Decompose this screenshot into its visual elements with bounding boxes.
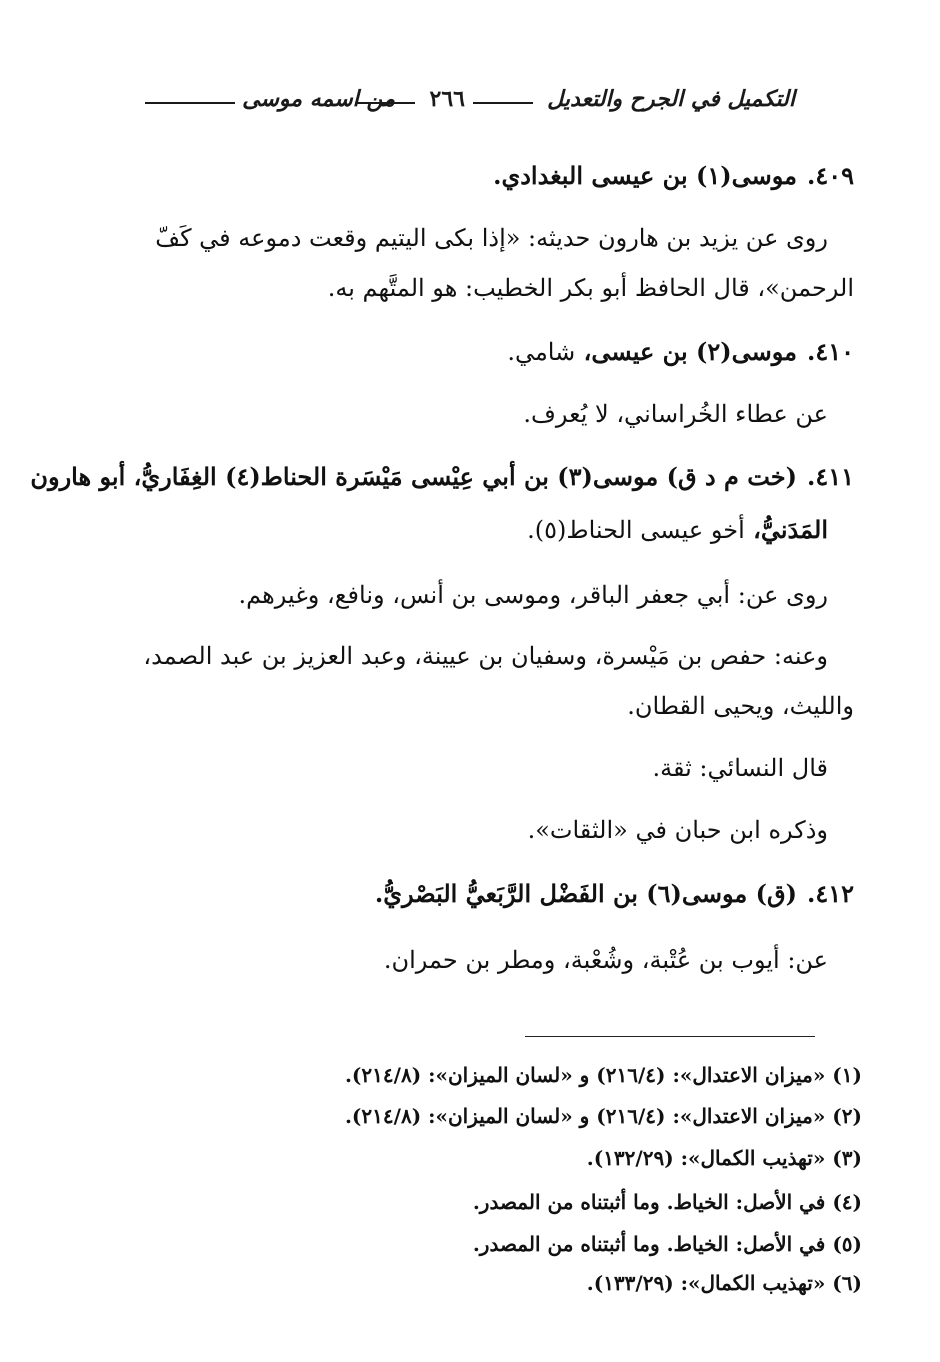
footnote: (٢) «ميزان الاعتدال»: (٢١٦/٤) و «لسان الميزان»: (٢١٤/٨).: [344, 1104, 862, 1128]
entry-number: ٤١٠.: [806, 337, 854, 366]
entry-heading: [82, 332, 854, 372]
entry-heading: [30, 457, 854, 497]
entry-text-line: روى عن: أبي جعفر الباقر، وموسى بن أنس، ونافع، وغيرهم.: [238, 581, 828, 609]
entry-heading: [82, 874, 854, 914]
entry-text-line: الرحمن»، قال الحافظ أبو بكر الخطيب: هو المتَّهم به.: [327, 274, 854, 302]
entry-name: المَدَنيُّ،: [753, 515, 828, 544]
entry-name: موسى(١) بن عيسى البغدادي.: [493, 161, 797, 190]
header-rule: [473, 102, 533, 104]
running-header: [145, 86, 795, 126]
footnote: (٣) «تهذيب الكمال»: (١٣٢/٢٩).: [586, 1146, 862, 1170]
footnote: (١) «ميزان الاعتدال»: (٢١٦/٤) و «لسان الميزان»: (٢١٤/٨).: [344, 1063, 862, 1087]
entry-name: (خت م د ق) موسى(٣) بن أبي عِيْسى مَيْسَرة الحناط(٤) الغِفَاريُّ، أبو هارون: [30, 462, 797, 491]
header-rule: [145, 102, 235, 104]
section-title: من اسمه موسى: [242, 86, 395, 112]
footnote: (٦) «تهذيب الكمال»: (١٣٣/٢٩).: [586, 1271, 862, 1295]
footnote-separator: [525, 1036, 815, 1037]
footnote: (٥) في الأصل: الخياط. وما أثبتناه من المصدر.: [472, 1232, 862, 1256]
entry-text-line: قال النسائي: ثقة.: [652, 754, 828, 782]
entry-number: ٤١٢.: [806, 879, 854, 908]
entry-heading-continued: [82, 510, 828, 550]
entry-text-line: والليث، ويحيى القطان.: [627, 692, 854, 720]
entry-name: (ق) موسى(٦) بن الفَضْل الرَّبَعيُّ البَصْريُّ.: [374, 879, 797, 908]
entry-text-line: وعنه: حفص بن مَيْسرة، وسفيان بن عيينة، وعبد العزيز بن عبد الصمد،: [143, 642, 828, 670]
entry-text-line: عن: أيوب بن عُتْبة، وشُعْبة، ومطر بن حمران.: [383, 946, 828, 974]
footnote: (٤) في الأصل: الخياط. وما أثبتناه من المصدر.: [472, 1190, 862, 1214]
entry-number: ٤١١.: [806, 462, 854, 491]
entry-name-rest: أخو عيسى الحناط(٥).: [527, 516, 745, 544]
entry-text-line: عن عطاء الخُراساني، لا يُعرف.: [523, 400, 828, 428]
entry-heading: [82, 156, 854, 196]
entry-name: موسى(٢) بن عيسى،: [583, 337, 797, 366]
page-number: ٢٦٦: [429, 86, 465, 112]
entry-number: ٤٠٩.: [806, 161, 854, 190]
book-title: التكميل في الجرح والتعديل: [547, 86, 795, 112]
entry-text-line: روى عن يزيد بن هارون حديثه: «إذا بكى اليتيم وقعت دموعه في كَفّ: [155, 224, 828, 252]
entry-name-rest: شامي.: [507, 338, 576, 366]
entry-text-line: وذكره ابن حبان في «الثقات».: [527, 816, 828, 844]
